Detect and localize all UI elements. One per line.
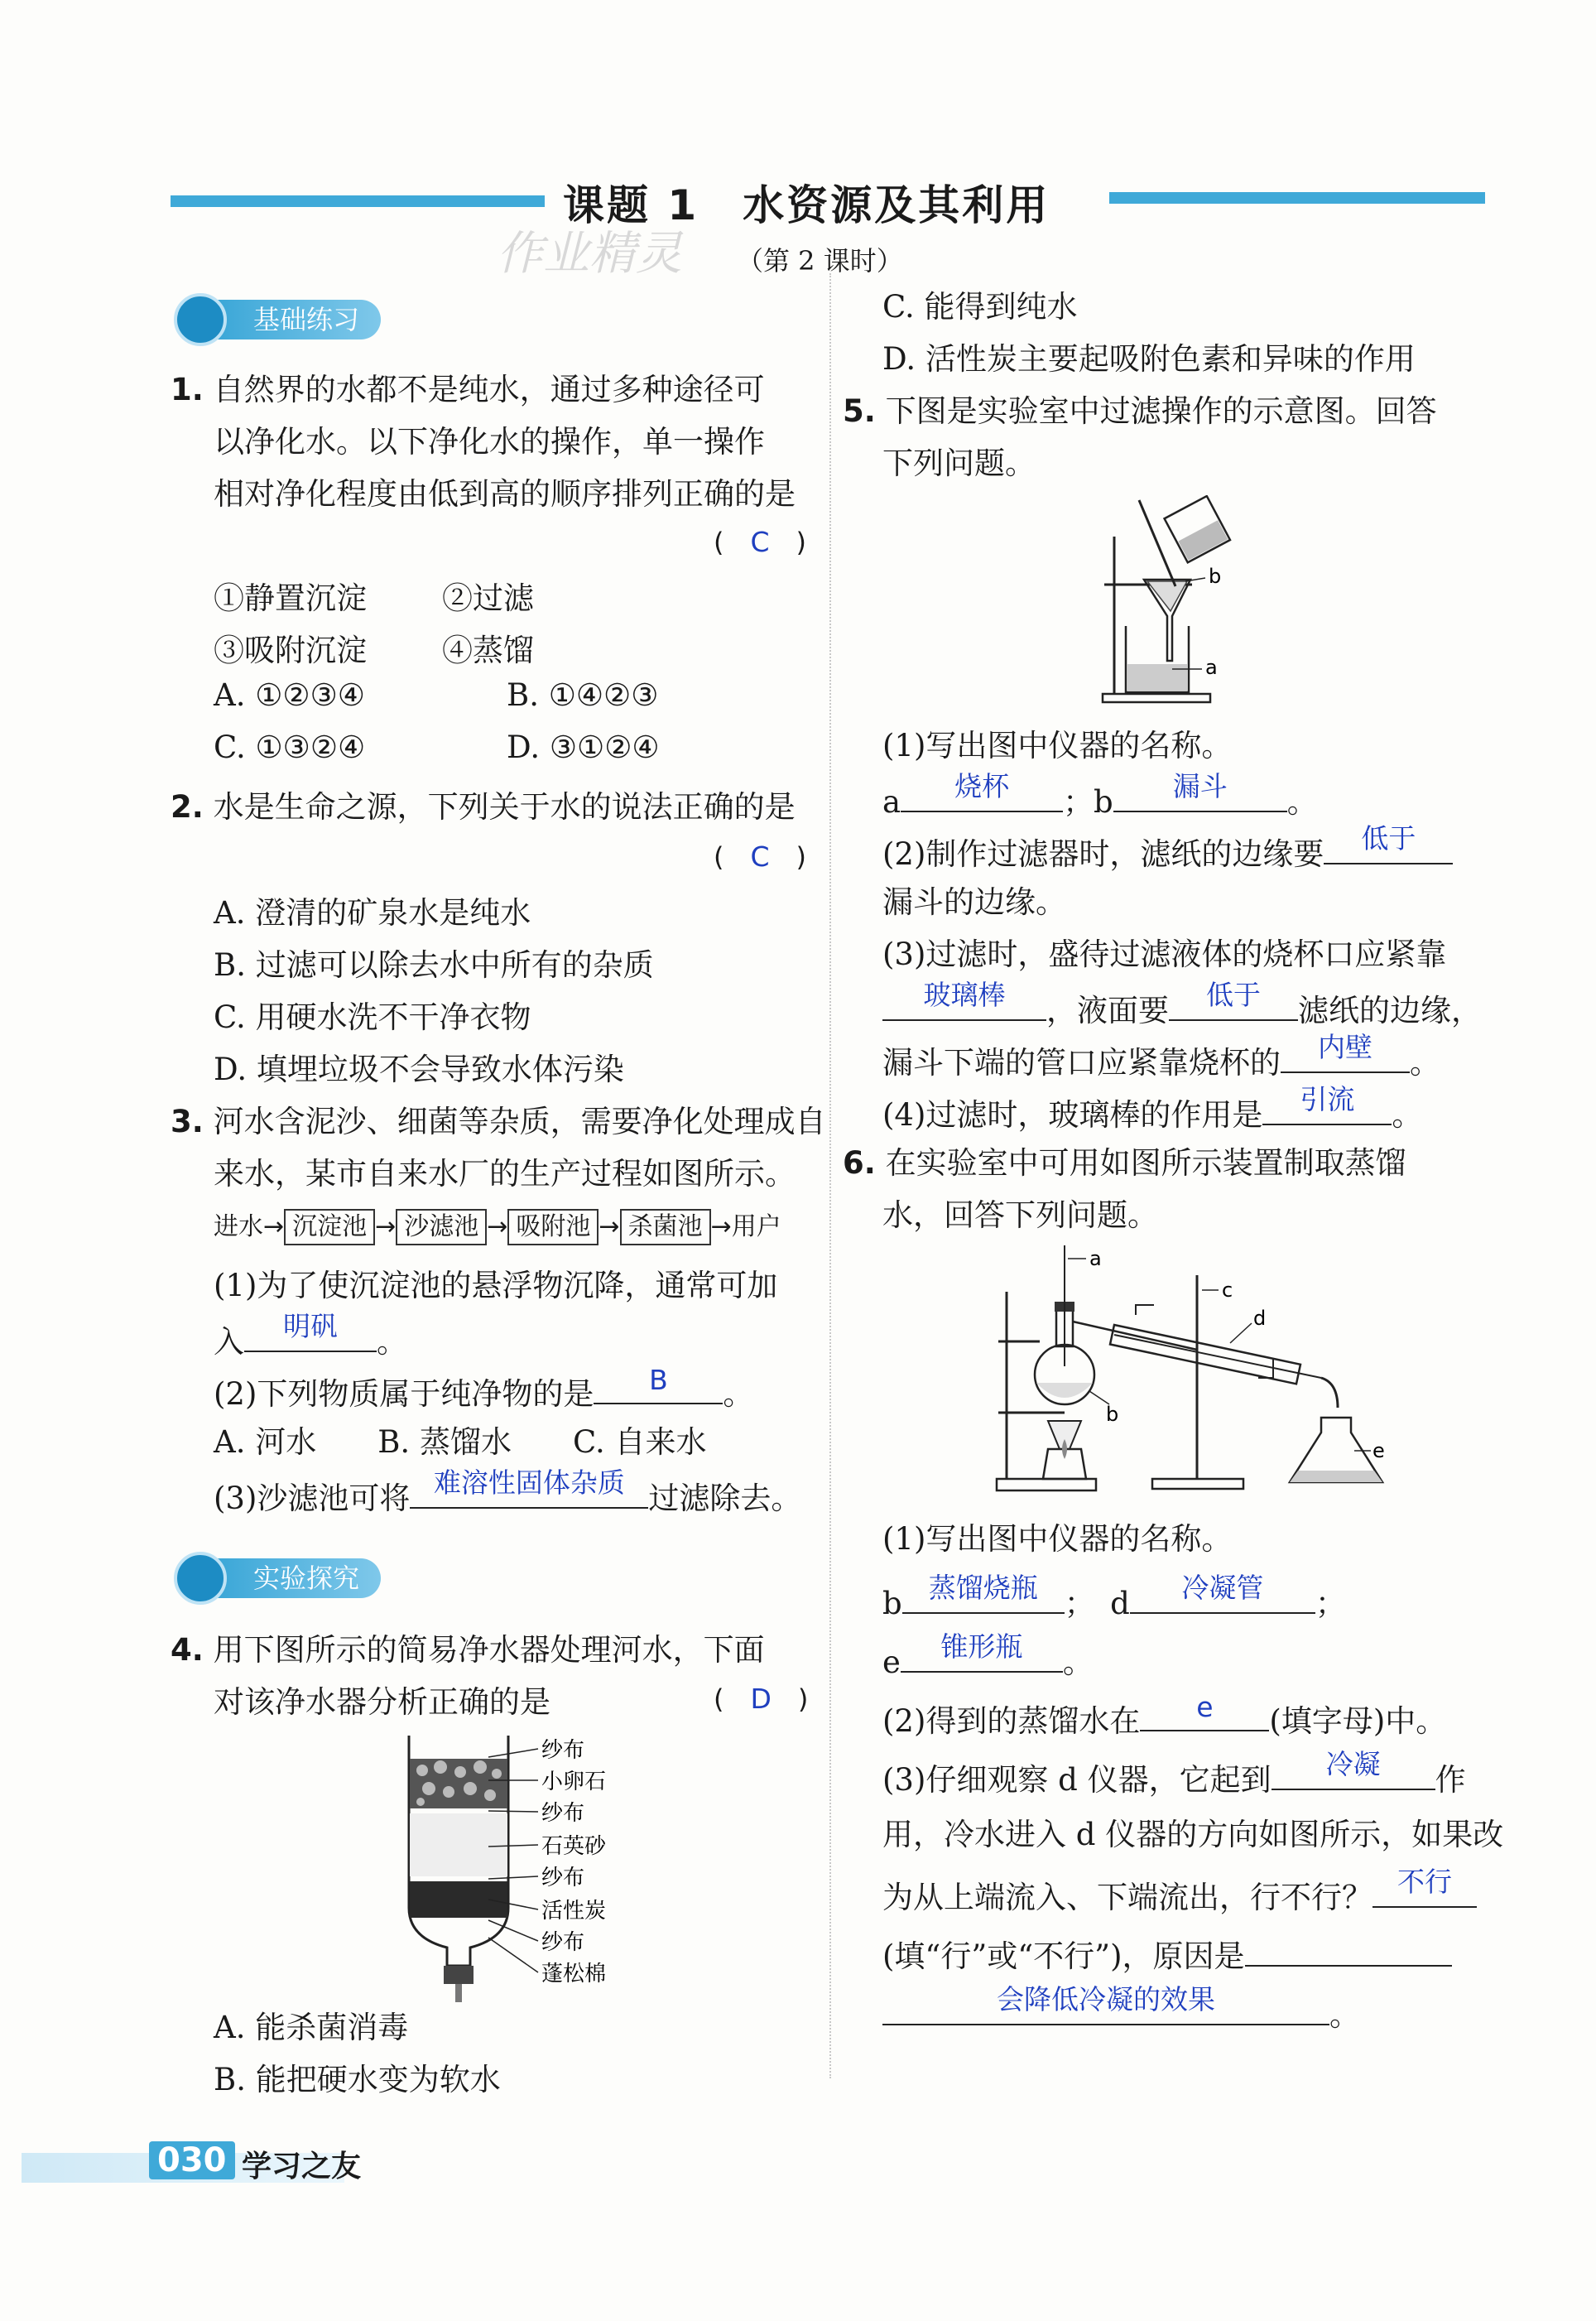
q5-p1-a-answer: 烧杯 [954,770,1010,802]
q1-number: 1. [171,372,204,407]
q5-p1-b-answer: 漏斗 [1172,770,1228,802]
q3-p3-answer: 难溶性固体杂质 [433,1466,625,1499]
q3-flow: 进水→ 沉淀池 → 沙滤池 → 吸附池 → 杀菌池 →用户 [214,1206,781,1245]
q1-opt4: ④蒸馏 [442,633,534,668]
purifier-label-6: 活性炭 [541,1899,607,1924]
q1-answer: C [750,526,770,558]
q4-choice-a: A. 能杀菌消毒 [214,2010,409,2045]
q5-p3-blank-1[interactable] [882,981,1046,1021]
purifier-label-8: 蓬松棉 [541,1962,607,1986]
q2-choice-a: A. 澄清的矿泉水是纯水 [214,895,531,931]
purifier-label-1: 纱布 [541,1738,585,1763]
q6-p2-answer: e [1196,1691,1214,1723]
q6-p3-blank-3a[interactable] [1245,1927,1452,1967]
q6-b-label: b [882,1586,902,1621]
section-experiment [177,1558,381,1598]
page-number: 030 [149,2141,235,2179]
purifier-label-4: 石英砂 [541,1834,607,1859]
q1-choice-b: B. ①④②③ [507,677,659,713]
q2-number: 2. [171,789,204,825]
q5-p1-answers [882,770,1318,821]
q6-p3-line3 [882,1868,1477,1917]
q6-p1-e [882,1630,1094,1682]
q4-answer: D [750,1683,772,1715]
q5-p2-blank[interactable] [1324,822,1453,864]
title-bar-right [1109,192,1485,204]
footer-brand: 学习之友 [242,2150,362,2184]
watermark: 作业精灵 [497,227,682,281]
q1-answer-paren: ( C ) [714,526,807,558]
q5-p2-line2: 漏斗的边缘。 [882,884,1066,920]
q3-p1-line2 [214,1312,407,1361]
distill-label-b: b [1106,1403,1119,1426]
q4-choice-c: C. 能得到纯水 [882,289,1078,325]
q3-p2-end: 。 [723,1376,754,1412]
q1-line2: 以净化水。以下净化水的操作，单一操作 [214,424,765,460]
q5-p3-line1: (3)过滤时，盛待过滤液体的烧杯口应紧靠 [882,937,1447,972]
q6-number: 6. [843,1145,876,1181]
q4-choice-d: D. 活性炭主要起吸附色素和异味的作用 [882,341,1416,377]
q6-p3-blank-3[interactable] [882,1983,1329,2025]
q3-p1-end: 。 [377,1324,407,1360]
filtration-figure [1093,495,1258,707]
q5-number: 5. [843,393,876,429]
distill-label-d: d [1253,1307,1267,1330]
q6-d-blank[interactable] [1130,1574,1315,1614]
q6-p3-line4-text: (填“行”或“不行”)，原因是 [882,1938,1245,1974]
q3-line1 [171,1096,826,1141]
q5-p1-b-blank[interactable] [1113,770,1287,812]
q1-text: 自然界的水都不是纯水，通过多种途径可 [213,372,765,407]
q5-p3-answer-1: 玻璃棒 [923,979,1006,1011]
q6-p2-pre: (2)得到的蒸馏水在 [882,1703,1141,1739]
q4-text: 用下图所示的简易净水器处理河水，下面 [213,1632,765,1668]
q6-d-end: ； [1315,1586,1346,1621]
flow-step-3: 吸附池 [507,1209,598,1245]
page-title: 课题 1 水资源及其利用 [563,181,1050,229]
q6-p3-line2: 用，冷水进入 d 仪器的方向如图所示，如果改 [882,1817,1504,1852]
q4-choice-b: B. 能把硬水变为软水 [214,2062,501,2097]
q6-p3-line4 [882,1927,1452,1976]
q2-stem [171,782,796,826]
q2-answer: C [750,840,770,873]
q5-line2: 下列问题。 [882,445,1036,481]
q6-p3-pre: (3)仔细观察 d 仪器，它起到 [882,1762,1272,1798]
q5-p4-answer: 引流 [1300,1083,1355,1115]
q5-p4-blank[interactable] [1262,1083,1392,1125]
q6-p3-answer-2: 不行 [1397,1866,1452,1898]
q6-p2-line [882,1692,1446,1741]
q6-d-label: ； d [1064,1586,1130,1621]
purifier-label-5: 纱布 [541,1866,585,1890]
q2-choice-c: C. 用硬水洗不干净衣物 [214,999,531,1035]
q6-e-blank[interactable] [901,1630,1063,1673]
q4-line2: 对该净水器分析正确的是 [214,1684,550,1720]
q5-p3-end1: 滤纸的边缘， [1298,993,1482,1028]
q1-line3: 相对净化程度由低到高的顺序排列正确的是 [214,476,796,512]
water-purifier-figure [397,1731,629,2012]
purifier-label-2: 小卵石 [541,1770,607,1794]
q3-p1-answer: 明矾 [283,1310,338,1342]
q6-p2-blank[interactable] [1140,1692,1269,1731]
q5-p3-line3-text: 漏斗下端的管口应紧靠烧杯的 [882,1045,1281,1081]
q5-p1-a-blank[interactable] [901,770,1063,812]
q2-choice-b: B. 过滤可以除去水中所有的杂质 [214,947,654,983]
q5-p2-answer: 低于 [1361,822,1416,855]
q3-p3-line [214,1466,802,1518]
q5-line1 [843,386,1437,431]
q5-p1: (1)写出图中仪器的名称。 [882,728,1233,763]
q6-e-answer: 锥形瓶 [940,1630,1023,1663]
q4-number: 4. [171,1632,204,1668]
q6-p3-line3-text: 为从上端流入、下端流出，行不行？ [882,1880,1372,1915]
q6-text: 在实验室中可用如图所示装置制取蒸馏 [885,1145,1406,1181]
distill-label-c: c [1222,1278,1233,1302]
flow-out: 用户 [731,1212,781,1241]
diamond-icon [174,1552,227,1605]
q2-choice-d: D. 填埋垃圾不会导致水体污染 [214,1052,624,1087]
q3-p2-answer: B [649,1364,668,1396]
q3-p3-end: 过滤除去。 [648,1481,802,1516]
q3-p2-blank[interactable] [594,1365,723,1404]
flow-step-4: 杀菌池 [620,1209,711,1245]
q1-choice-c: C. ①③②④ [214,730,366,765]
q5-p3-blank-3[interactable] [1281,1033,1410,1073]
q3-p2-pre: (2)下列物质属于纯净物的是 [214,1376,594,1412]
q2-answer-paren: ( C ) [714,840,807,873]
q6-p3-end3: 。 [1329,1997,1360,2033]
purifier-label-3: 纱布 [541,1801,585,1826]
q6-p1: (1)写出图中仪器的名称。 [882,1521,1233,1557]
q5-p3-line3 [882,1033,1440,1082]
q6-p2-end: (填字母)中。 [1269,1703,1447,1739]
q6-p3-line1 [882,1750,1466,1799]
q6-b-answer: 蒸馏烧瓶 [928,1572,1038,1604]
leaf-icon [174,293,227,346]
q4-answer-paren: ( D ) [714,1683,809,1715]
q3-p1-blank[interactable] [244,1312,377,1352]
distill-label-e: e [1372,1439,1385,1462]
q1-opt1: ①静置沉淀 [214,580,367,616]
q6-p3-answer-3: 会降低冷凝的效果 [997,1983,1215,2015]
page-subtitle: （第 2 课时） [737,245,903,277]
q5-p4-end: 。 [1392,1097,1423,1133]
q1-choice-d: D. ③①②④ [507,730,660,765]
q1-opt2: ②过滤 [442,580,534,616]
q5-p4-pre: (4)过滤时，玻璃棒的作用是 [882,1097,1263,1133]
q6-p3-blank[interactable] [1272,1750,1435,1790]
q5-text: 下图是实验室中过滤操作的示意图。回答 [885,393,1437,429]
q6-line2: 水，回答下列问题。 [882,1197,1158,1233]
column-divider [829,273,831,2078]
q3-p3-blank[interactable] [410,1466,648,1509]
section-basic [177,300,381,339]
q4-line1 [171,1625,765,1669]
title-bar-left [171,195,545,207]
q3-p2-line [214,1365,753,1413]
q6-d-answer: 冷凝管 [1181,1572,1264,1604]
q6-e-end: 。 [1062,1644,1094,1680]
q5-p1-sep: ；b [1063,784,1113,820]
q1-choice-a: A. ①②③④ [214,677,365,713]
q6-e-label: e [882,1644,901,1680]
q5-p4-line [882,1083,1423,1134]
q5-p3-blank-2[interactable] [1169,981,1298,1021]
q6-p3-blank-2[interactable] [1372,1868,1477,1908]
q5-p1-a-label: a [882,784,901,820]
q6-p3-answer: 冷凝 [1325,1748,1381,1780]
q1-opt3: ③吸附沉淀 [214,633,367,668]
q6-line1 [843,1138,1406,1182]
q3-line2: 来水，某市自来水厂的生产过程如图所示。 [214,1156,796,1192]
q2-text: 水是生命之源，下列关于水的说法正确的是 [213,789,796,825]
flow-in: 进水 [214,1212,263,1241]
filtration-label-b: b [1209,565,1222,588]
flow-step-2: 沙滤池 [396,1209,487,1245]
q5-p3-line2 [882,981,1482,1030]
q6-p3-end: 作 [1435,1762,1466,1798]
flow-step-1: 沉淀池 [284,1209,375,1245]
distill-label-a: a [1089,1247,1102,1270]
purifier-label-7: 纱布 [541,1930,585,1955]
q5-p3-mid: ，液面要 [1046,993,1169,1028]
q5-p3-answer-2: 低于 [1206,979,1261,1011]
q1-line1 [171,364,765,409]
q6-b-blank[interactable] [902,1574,1065,1614]
q3-number: 3. [171,1104,204,1139]
q3-text: 河水含泥沙、细菌等杂质，需要净化处理成自 [213,1104,826,1139]
q5-p2-pre: (2)制作过滤器时，滤纸的边缘要 [882,836,1324,872]
q3-p3-pre: (3)沙滤池可将 [214,1481,411,1516]
q3-p2-options: A. 河水 B. 蒸馏水 C. 自来水 [214,1424,707,1460]
section-basic-label: 基础练习 [253,304,360,335]
q3-p1-pre: 入 [214,1324,244,1360]
q5-p1-end: 。 [1286,784,1318,820]
section-experiment-label: 实验探究 [253,1563,360,1594]
q6-p1-bd [882,1574,1346,1623]
q3-p1-line1: (1)为了使沉淀池的悬浮物沉降，通常可加 [214,1268,778,1303]
distillation-figure [990,1242,1387,1499]
q5-p3-end3: 。 [1410,1045,1440,1081]
q5-p2-line1 [882,822,1453,874]
q5-p3-answer-3: 内壁 [1318,1031,1372,1063]
q6-p3-line5 [882,1983,1360,2034]
filtration-label-a: a [1205,656,1218,679]
